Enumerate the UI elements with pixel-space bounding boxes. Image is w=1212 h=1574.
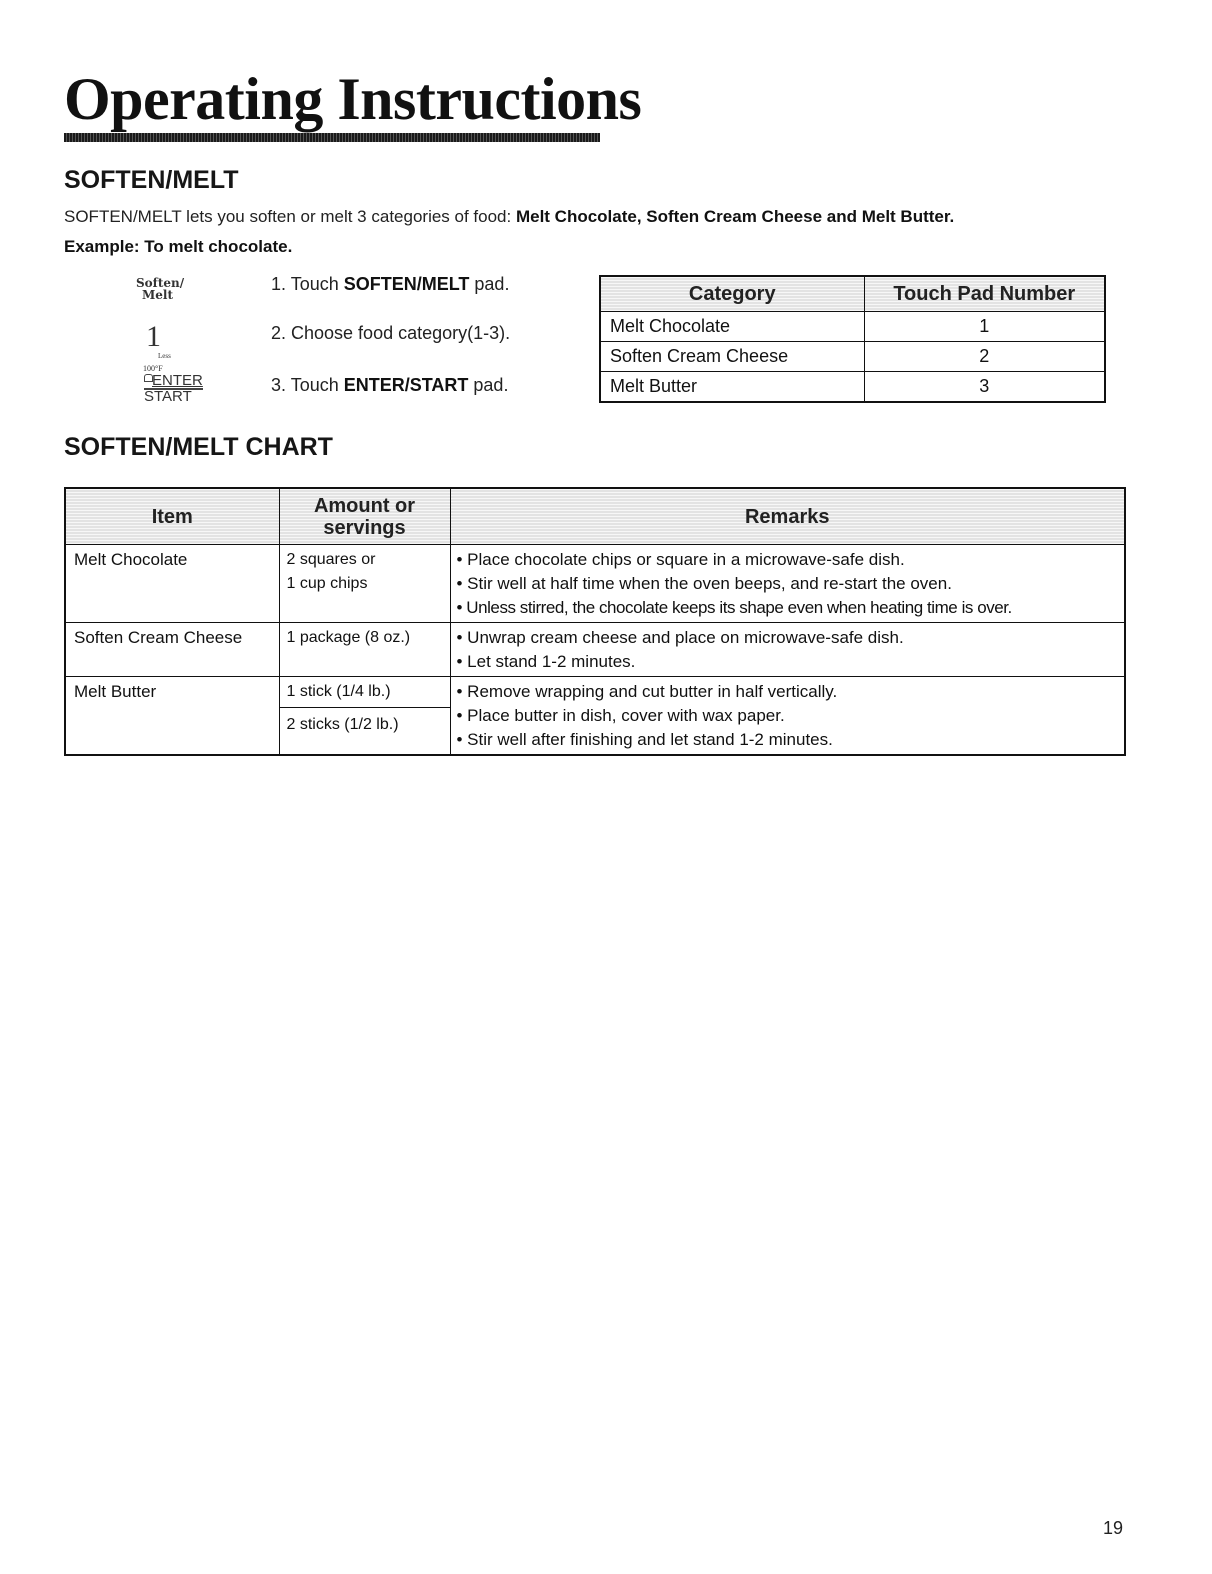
number-pad-temp: 100°F: [143, 364, 163, 373]
category-table-header: [600, 276, 1105, 312]
table-row: [65, 677, 1125, 756]
remark-line: • Stir well at half time when the oven beeps, and re-start the oven.: [456, 574, 952, 593]
step-1-end: pad.: [469, 274, 510, 294]
pad-number-cell: 3: [864, 372, 1105, 403]
intro-text: SOFTEN/MELT lets you soften or melt 3 categories of food:: [64, 207, 516, 226]
amount-line: 1 stick (1/4 lb.): [286, 683, 391, 700]
example-heading: Example: To melt chocolate.: [64, 237, 293, 256]
amount-line: 1 package (8 oz.): [286, 629, 411, 646]
table-row: [600, 372, 1105, 403]
remarks-cell: [450, 545, 1125, 623]
remark-line: • Let stand 1-2 minutes.: [456, 652, 636, 671]
remark-line: • Unless stirred, the chocolate keeps its shape even when heating time is over.: [456, 598, 1012, 617]
number-pad-less: Less: [158, 352, 171, 360]
amount-line: 2 sticks (1/2 lb.): [280, 707, 450, 740]
melt-pad-label: Melt: [142, 288, 174, 302]
touch-pad-number-header: Touch Pad Number: [864, 276, 1105, 312]
step-1-bold: SOFTEN/MELT: [343, 274, 470, 294]
section-title: SOFTEN/MELT: [64, 166, 239, 194]
step-3-bold: ENTER/START: [343, 375, 469, 395]
amount-line: 2 squares or: [286, 551, 376, 568]
page-number: 19: [1103, 1518, 1124, 1538]
start-pad-label: START: [144, 388, 203, 404]
amount-header-line2: servings: [323, 516, 406, 539]
page-title: Operating Instructions: [64, 66, 642, 132]
number-one-pad-icon: [143, 320, 171, 373]
item-cell: Melt Butter: [65, 677, 279, 756]
step-1-text: 1. Touch: [271, 274, 344, 294]
item-cell: Melt Chocolate: [65, 545, 279, 623]
enter-pad-label: ENTER: [152, 372, 203, 389]
step-3-end: pad.: [468, 375, 509, 395]
remarks-cell: [450, 623, 1125, 677]
category-cell: Melt Butter: [600, 372, 864, 403]
category-cell: Soften Cream Cheese: [600, 342, 864, 372]
step-3: [271, 374, 508, 396]
remark-line: • Place chocolate chips or square in a microwave-safe dish.: [456, 550, 905, 569]
remark-line: • Place butter in dish, cover with wax paper.: [456, 706, 785, 725]
number-pad-digit: 1: [146, 320, 161, 353]
amount-header-line1: Amount or: [313, 494, 416, 517]
remarks-cell: [450, 677, 1125, 756]
lock-icon: [144, 374, 153, 382]
table-row: [65, 545, 1125, 623]
remark-line: • Unwrap cream cheese and place on microwave-safe dish.: [456, 628, 904, 647]
intro-paragraph: [64, 206, 1144, 228]
step-3-text: 3. Touch: [271, 375, 344, 395]
remark-line: • Remove wrapping and cut butter in half vertically.: [456, 682, 838, 701]
amount-cell: [279, 545, 450, 623]
amount-cell: [279, 677, 450, 756]
soften-pad-label: Soften/: [136, 276, 185, 290]
amount-cell: [279, 623, 450, 677]
category-table: [599, 275, 1106, 403]
table-row: [65, 623, 1125, 677]
intro-categories: Melt Chocolate, Soften Cream Cheese and Melt Butter.: [515, 207, 955, 226]
step-2: [271, 322, 510, 344]
item-header: Item: [65, 488, 279, 545]
step-1: [271, 273, 509, 295]
table-row: [600, 312, 1105, 342]
amount-header: [279, 488, 450, 545]
soften-melt-pad-icon: [136, 277, 184, 301]
remarks-header: Remarks: [450, 488, 1125, 545]
enter-start-pad-icon: [144, 374, 203, 404]
item-cell: Soften Cream Cheese: [65, 623, 279, 677]
category-header: Category: [600, 276, 864, 312]
table-row: [600, 342, 1105, 372]
category-cell: Melt Chocolate: [600, 312, 864, 342]
chart-title: SOFTEN/MELT CHART: [64, 433, 333, 461]
remark-line: • Stir well after finishing and let stand 1-2 minutes.: [456, 730, 833, 749]
title-underline: [64, 133, 600, 142]
step-2-text: 2. Choose food category(1-3).: [271, 323, 511, 343]
chart-header-row: [65, 488, 1125, 545]
pad-number-cell: 2: [864, 342, 1105, 372]
amount-line: 1 cup chips: [286, 575, 368, 592]
pad-number-cell: 1: [864, 312, 1105, 342]
soften-melt-chart: [64, 487, 1126, 756]
